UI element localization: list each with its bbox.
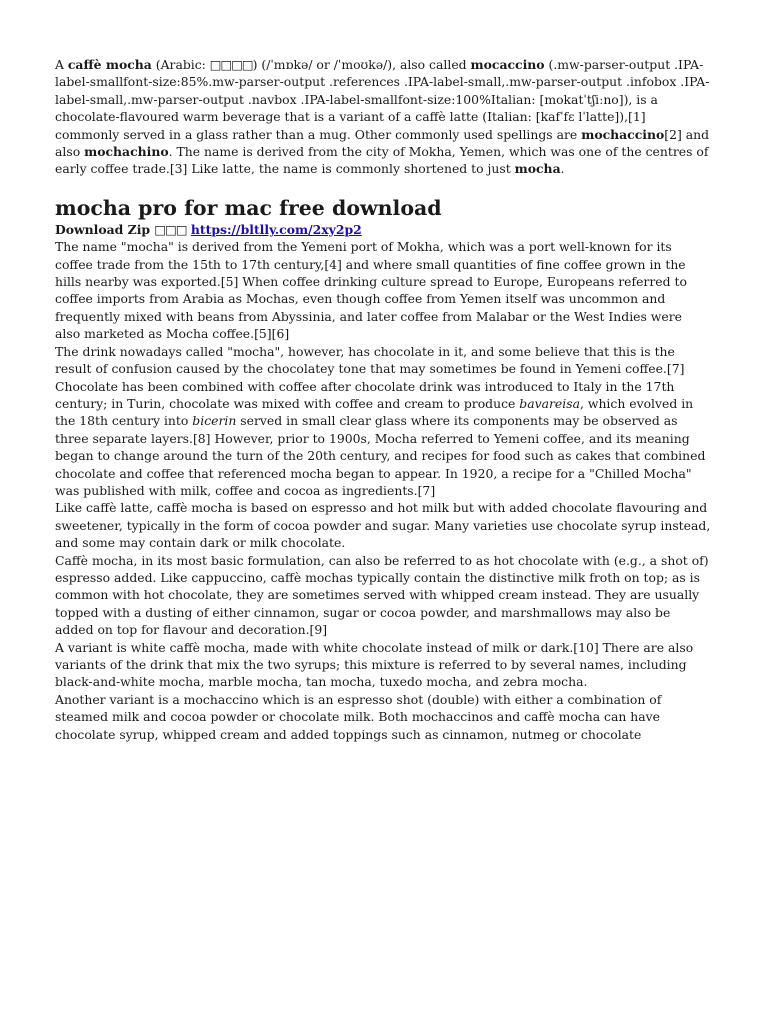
- intro-paragraph: [55, 56, 711, 178]
- term-mochachino: mochachino: [84, 144, 169, 160]
- intro-text: .: [560, 161, 565, 177]
- term-bicerin: bicerin: [192, 413, 237, 429]
- download-label: Download Zip: [55, 221, 151, 237]
- paragraph-history: [55, 343, 711, 500]
- download-arrow-icon: □□□: [154, 221, 187, 237]
- paragraph-text: served in small clear glass where its components may be observed as three separate layers.[8] However, prior to 1900s, Mocha referred to Yemeni coffee, and its meaning began to change around the turn of the 20th century, and recipes for food such as cakes that combined chocolate and coffee that referenced mocha began to appear. In 1920, a recipe for a "Chilled Mocha" was published with milk, coffee and cocoa as ingredients.[7]: [55, 413, 706, 498]
- intro-text: (.mw-parser-output .IPA-label-smallfont-size:85%.mw-parser-output .references .IPA-label-small,.mw-parser-output .infobox .IPA-label-small,.mw-parser-output .navbox .IPA-label-smallfont-size:100%Italian: [mokatˈtʃiːno]), is a chocolate-flavoured warm beverage that is a variant of a caffè latte (Italian: [kafˈfɛ lˈlatte]),[1] commonly served in a glass rather than a mug. Other commonly used spellings are: [55, 57, 710, 142]
- paragraph-formulation: Caffè mocha, in its most basic formulation, can also be referred to as hot chocolate with (e.g., a shot of) espresso added. Like cappuccino, caffè mochas typically contain the distinctive milk froth on top; as is common with hot chocolate, they are sometimes served with whipped cream instead. They are usually topped with a dusting of either cinnamon, sugar or cocoa powder, and marshmallows may also be added on top for flavour and decoration.[9]: [55, 552, 709, 638]
- intro-text: ) (/ˈmɒkə/ or /ˈmoʊkə/), also called: [252, 57, 471, 72]
- paragraph-etymology: The name "mocha" is derived from the Yemeni port of Mokha, which was a port well-known for its coffee trade from the 15th to 17th century,[4] and where small quantities of fine coffee grown in the hills nearby was exported.[5] When coffee drinking culture spread to Europe, Europeans referred to coffee imports from Arabia as Mochas, even though coffee from Yemen itself was uncommon and frequently mixed with beans from Abyssinia, and later coffee from Malabar or the West Indies were also marketed as Mocha coffee.[5][6]: [55, 239, 687, 342]
- paragraph-white-mocha: A variant is white caffè mocha, made with white chocolate instead of milk or dark.[10] There are also variants of the drink that mix the two syrups; this mixture is referred to by several names, including black-and-white mocha, marble mocha, tan mocha, tuxedo mocha, and zebra mocha.: [55, 639, 694, 690]
- intro-text: [2] and also: [55, 126, 710, 160]
- term-bavareisa: bavareisa: [519, 395, 580, 411]
- paragraph-composition: Like caffè latte, caffè mocha is based on espresso and hot milk but with added chocolate flavouring and sweetener, typically in the form of cocoa powder and sugar. Many varieties use chocolate syrup instead, and some may contain dark or milk chocolate.: [55, 500, 711, 551]
- term-mochaccino: mochaccino: [581, 126, 665, 142]
- intro-text: A: [55, 57, 68, 72]
- page-title: mocha pro for mac free download: [55, 195, 442, 220]
- download-link[interactable]: https://bltlly.com/2xy2p2: [190, 221, 362, 237]
- paragraph-text: The drink nowadays called "mocha", however, has chocolate in it, and some believe that this is the result of confusion caused by the chocolatey tone that may sometimes be found in Yemeni coffee.[7] Chocolate has been combined with coffee after chocolate drink was introduced to Italy in the 17th century; in Turin, chocolate was mixed with coffee and cream to produce: [55, 343, 685, 411]
- term-mocha: mocha: [514, 161, 561, 177]
- document-page: [55, 56, 711, 743]
- arabic-missing-glyphs: □□□□: [209, 57, 253, 72]
- download-line: [55, 221, 711, 238]
- intro-text: (Arabic:: [151, 57, 210, 72]
- paragraph-mochaccino: Another variant is a mochaccino which is an espresso shot (double) with either a combination of steamed milk and cocoa powder or chocolate milk. Both mochaccinos and caffè mocha can have chocolate syrup, whipped cream and added toppings such as cinnamon, nutmeg or chocolate: [55, 691, 662, 742]
- term-mocaccino: mocaccino: [470, 57, 545, 72]
- term-caffe-mocha: caffè mocha: [67, 57, 152, 72]
- intro-text: . The name is derived from the city of Mokha, Yemen, which was one of the centres of early coffee trade.[3] Like latte, the name is commonly shortened to just: [55, 144, 709, 177]
- paragraph-text: , which evolved in the 18th century into: [55, 395, 694, 429]
